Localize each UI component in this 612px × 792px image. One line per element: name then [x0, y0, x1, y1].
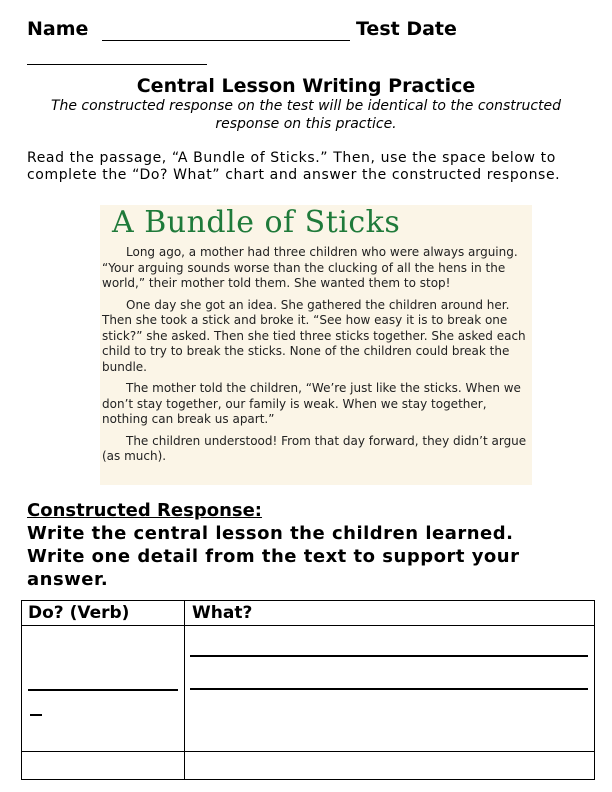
do-verb-header: Do? (Verb) — [28, 603, 130, 623]
passage — [100, 205, 532, 485]
instructions: Read the passage, “A Bundle of Sticks.” Then, use the space below to complete the “Do? What” chart and answer the constructed response. — [27, 150, 561, 183]
test-date-label: Test Date — [356, 18, 457, 40]
passage-body — [102, 245, 530, 471]
verb-answer-line[interactable] — [28, 689, 178, 691]
constructed-response-line-3: answer. — [27, 569, 109, 590]
bottom-row-divider — [22, 751, 594, 752]
constructed-response-line-1: Write the central lesson the children learned. — [27, 523, 514, 544]
page-title: Central Lesson Writing Practice — [136, 75, 476, 97]
constructed-response-heading: Constructed Response: — [27, 500, 263, 521]
passage-paragraph: One day she got an idea. She gathered the children around her. Then she took a stick and broke it. “See how easy it is to break one stick?” she asked. Then she tied three sticks together. She asked each child to try to break the sticks. None of the children could break the bundle. — [102, 297, 526, 374]
constructed-response-line-2: Write one detail from the text to support your — [27, 546, 520, 567]
name-label: Name — [27, 18, 89, 40]
passage-paragraph: The mother told the children, “We’re just like the sticks. When we don’t stay together, our family is weak. When we stay together, nothing can break us apart.” — [102, 381, 521, 426]
header-row-divider — [22, 625, 594, 626]
dash-mark — [30, 714, 42, 716]
what-header: What? — [192, 603, 253, 623]
column-divider — [184, 601, 185, 779]
what-answer-line-2[interactable] — [190, 688, 588, 690]
passage-paragraph: The children understood! From that day forward, they didn’t argue (as much). — [102, 433, 527, 463]
passage-title: A Bundle of Sticks — [112, 205, 401, 240]
page-subtitle: The constructed response on the test will be identical to the constructed response on this practice. — [50, 98, 562, 132]
what-answer-line-1[interactable] — [190, 655, 588, 657]
header — [27, 18, 587, 44]
test-date-line[interactable] — [27, 64, 207, 65]
passage-paragraph: Long ago, a mother had three children who were always arguing. “Your arguing sounds worse than the clucking of all the hens in the world,” their mother told them. She wanted them to stop! — [102, 245, 518, 290]
name-line[interactable] — [102, 40, 350, 41]
do-what-chart — [21, 600, 595, 780]
